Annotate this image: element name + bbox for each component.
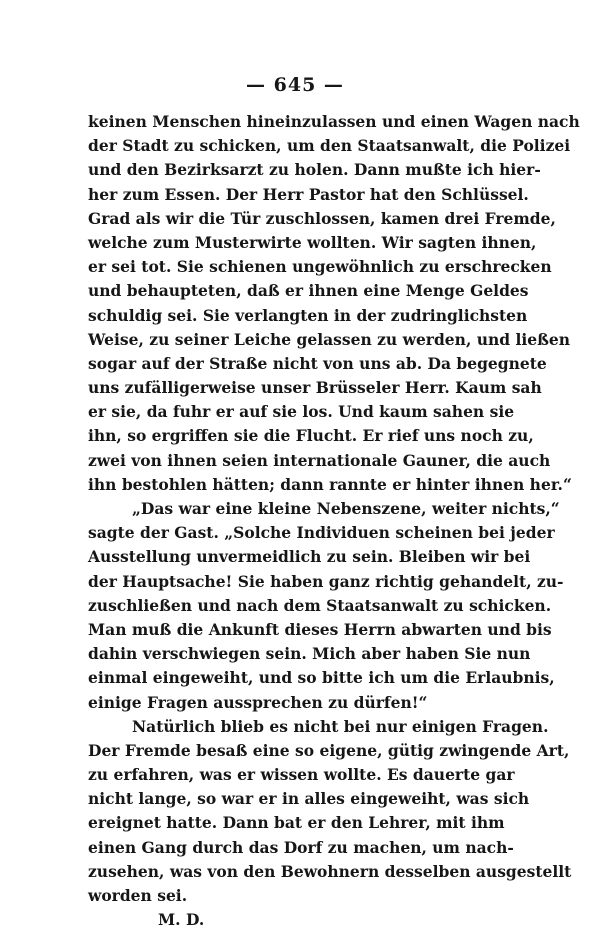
paragraph-end-line: einige Fragen aussprechen zu dürfen!“ bbox=[88, 692, 428, 712]
text-line: uns zufälligerweise unser Brüsseler Herr. Kaum sah bbox=[88, 378, 542, 398]
text-line: sogar auf der Straße nicht von uns ab. Da begegnete bbox=[88, 353, 547, 373]
text-line: keinen Menschen hineinzulassen und einen Wagen nach bbox=[88, 112, 580, 131]
text-line: und behaupteten, daß er ihnen eine Menge Geldes bbox=[88, 281, 529, 301]
text-line: dahin verschwiegen sein. Mich aber haben Sie nun bbox=[88, 644, 531, 664]
text-line: er sie, da fuhr er auf sie los. Und kaum sahen sie bbox=[88, 402, 515, 422]
text-line: und den Bezirksarzt zu holen. Dann mußte ich hier- bbox=[88, 160, 541, 180]
body-text bbox=[88, 110, 580, 932]
text-line: ereignet hatte. Dann bat er den Lehrer, mit ihm bbox=[88, 813, 505, 833]
text-line: ihn, so ergriffen sie die Flucht. Er rief uns noch zu, bbox=[88, 426, 534, 446]
text-line: schuldig sei. Sie verlangten in der zudringlichsten bbox=[88, 305, 528, 325]
text-line: Ausstellung unvermeidlich zu sein. Bleiben wir bei bbox=[88, 547, 531, 567]
text-line: der Stadt zu schicken, um den Staatsanwalt, die Polizei bbox=[88, 136, 571, 156]
paragraph-start-line: „Das war eine kleine Nebenszene, weiter nichts,“ bbox=[132, 499, 560, 518]
text-line: Der Fremde besaß eine so eigene, gütig zwingende Art, bbox=[88, 740, 570, 760]
text-line: einmal eingeweiht, und so bitte ich um die Erlaubnis, bbox=[88, 668, 555, 688]
text-line: Man muß die Ankunft dieses Herrn abwarten und bis bbox=[88, 619, 552, 639]
text-line: sagte der Gast. „Solche Individuen scheinen bei jeder bbox=[88, 523, 555, 543]
text-line: Grad als wir die Tür zuschlossen, kamen drei Fremde, bbox=[88, 208, 556, 228]
author-signature: M. D. bbox=[158, 910, 205, 930]
text-line: nicht lange, so war er in alles eingeweiht, was sich bbox=[88, 789, 530, 809]
text-line: welche zum Musterwirte wollten. Wir sagten ihnen, bbox=[88, 232, 537, 252]
text-line: zwei von ihnen seien internationale Gauner, die auch bbox=[88, 450, 551, 470]
text-line: zuschließen und nach dem Staatsanwalt zu schicken. bbox=[88, 595, 552, 615]
text-line: Weise, zu seiner Leiche gelassen zu werden, und ließen bbox=[88, 329, 571, 349]
paragraph-end-line: worden sei. bbox=[88, 886, 188, 905]
text-line: der Hauptsache! Sie haben ganz richtig gehandelt, zu- bbox=[88, 571, 564, 591]
text-line: zusehen, was von den Bewohnern desselben ausgestellt bbox=[88, 861, 572, 881]
paragraph-start-line: Natürlich blieb es nicht bei nur einigen Fragen. bbox=[132, 716, 549, 736]
text-line: zu erfahren, was er wissen wollte. Es dauerte gar bbox=[88, 765, 515, 785]
text-line: her zum Essen. Der Herr Pastor hat den Schlüssel. bbox=[88, 184, 529, 204]
page-number: — 645 — bbox=[246, 74, 344, 96]
paragraph-end-line: ihn bestohlen hätten; dann rannte er hinter ihnen her.“ bbox=[88, 474, 572, 494]
text-line: er sei tot. Sie schienen ungewöhnlich zu erschrecken bbox=[88, 257, 552, 277]
text-line: einen Gang durch das Dorf zu machen, um nach- bbox=[88, 837, 514, 857]
